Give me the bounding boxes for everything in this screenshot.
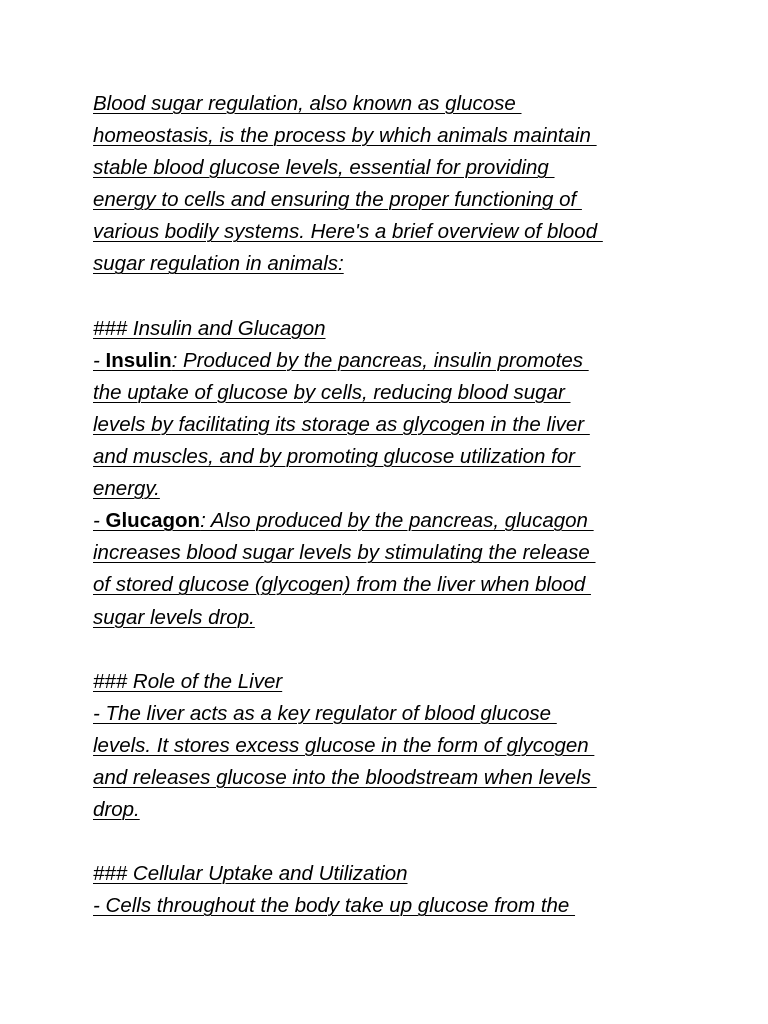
insulin-first-line-rest: : Produced by the pancreas, insulin promotes xyxy=(171,348,589,372)
bullet-prefix: - xyxy=(93,509,106,533)
liver-line-1: - The liver acts as a key regulator of blood glucose xyxy=(93,701,557,725)
insulin-line-4: and muscles, and by promoting glucose utilization for xyxy=(93,445,581,469)
section-heading-role-of-liver: ### Role of the Liver xyxy=(93,669,283,693)
document-page xyxy=(93,88,693,922)
insulin-line-5: energy. xyxy=(93,477,160,501)
intro-line-3: stable blood glucose levels, essential for providing xyxy=(93,156,555,180)
intro-line-1: Blood sugar regulation, also known as glucose xyxy=(93,92,522,115)
glucagon-line-3: of stored glucose (glycogen) from the liver when blood xyxy=(93,573,591,597)
term-insulin: Insulin xyxy=(105,348,172,372)
glucagon-line-4: sugar levels drop. xyxy=(93,605,255,629)
insulin-line-2: the uptake of glucose by cells, reducing blood sugar xyxy=(93,380,571,404)
liver-line-3: and releases glucose into the bloodstream when levels xyxy=(93,765,597,789)
section-heading-insulin-glucagon: ### Insulin and Glucagon xyxy=(93,316,326,340)
intro-line-5: various bodily systems. Here's a brief overview of blood xyxy=(93,220,603,244)
glucagon-line-2: increases blood sugar levels by stimulating the release xyxy=(93,541,596,565)
intro-line-6: sugar regulation in animals: xyxy=(93,252,344,276)
spacer xyxy=(93,826,693,858)
bullet-prefix: - xyxy=(93,348,106,372)
insulin-line-1 xyxy=(93,345,693,377)
glucagon-line-1 xyxy=(93,505,693,537)
intro-line-4: energy to cells and ensuring the proper functioning of xyxy=(93,188,582,212)
insulin-line-3: levels by facilitating its storage as glycogen in the liver xyxy=(93,412,590,436)
liver-line-2: levels. It stores excess glucose in the form of glycogen xyxy=(93,733,595,757)
intro-line-2: homeostasis, is the process by which animals maintain xyxy=(93,124,597,148)
liver-line-4: drop. xyxy=(93,798,140,822)
spacer xyxy=(93,634,693,666)
spacer xyxy=(93,281,693,313)
cellular-line-1: - Cells throughout the body take up glucose from the xyxy=(93,894,576,918)
glucagon-first-line-rest: : Also produced by the pancreas, glucagon xyxy=(200,509,594,533)
term-glucagon: Glucagon xyxy=(105,509,201,533)
section-heading-cellular-uptake: ### Cellular Uptake and Utilization xyxy=(93,862,408,886)
